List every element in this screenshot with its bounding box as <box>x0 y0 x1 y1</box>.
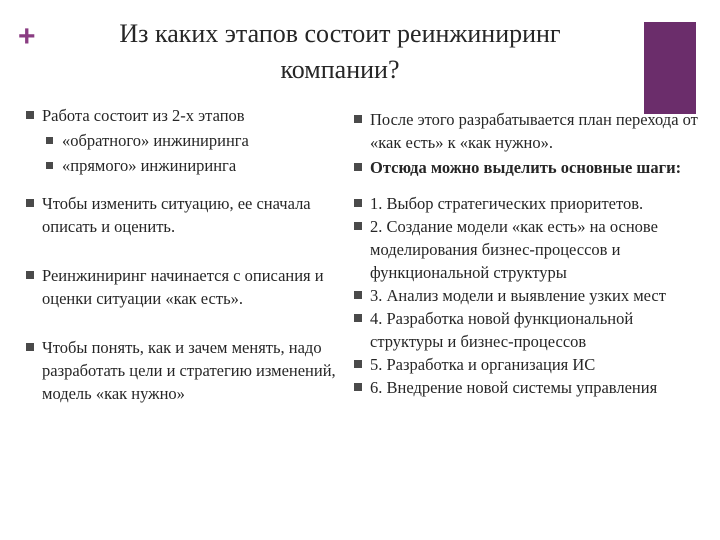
bullet-square-icon <box>354 163 362 171</box>
bullet-text: Работа состоит из 2-х этапов <box>42 106 245 125</box>
bullet-text: Чтобы понять, как и зачем менять, надо разработать цели и стратегию изменений, модель «как нужно» <box>42 338 336 403</box>
bullet-text: Реинжиниринг начинается с описания и оценки ситуации «как есть». <box>42 266 324 308</box>
step-item <box>354 307 699 353</box>
bullet-text: После этого разрабатывается план перехода от «как есть» к «как нужно». <box>370 110 698 152</box>
accent-bar <box>644 22 696 114</box>
bullet-square-icon <box>354 291 362 299</box>
step-text: 2. Создание модели «как есть» на основе моделирования бизнес-процессов и функциональной структуры <box>370 217 658 282</box>
step-text: 4. Разработка новой функциональной структуры и бизнес-процессов <box>370 309 634 351</box>
step-text: 1. Выбор стратегических приоритетов. <box>370 194 644 213</box>
bullet-square-icon <box>354 115 362 123</box>
bullet-item <box>26 336 346 405</box>
step-item <box>354 215 699 284</box>
step-item <box>354 376 699 399</box>
step-item <box>354 192 699 215</box>
bullet-text: «обратного» инжиниринга <box>62 131 249 150</box>
bullet-square-icon <box>354 383 362 391</box>
bullet-square-icon <box>354 314 362 322</box>
bullet-square-icon <box>26 111 34 119</box>
slide-title <box>80 16 600 88</box>
bullet-square-icon <box>354 222 362 230</box>
plus-mark: + <box>18 20 36 53</box>
bullet-item <box>354 156 699 179</box>
step-text: 5. Разработка и организация ИС <box>370 355 596 374</box>
bullet-square-icon <box>354 199 362 207</box>
bullet-item <box>354 108 699 154</box>
bullet-text: Чтобы изменить ситуацию, ее сначала описать и оценить. <box>42 194 311 236</box>
step-text: 3. Анализ модели и выявление узких мест <box>370 286 666 305</box>
left-column <box>26 104 346 405</box>
bullet-item <box>26 264 346 310</box>
bullet-item <box>26 192 346 238</box>
bullet-square-icon <box>26 199 34 207</box>
bullet-square-icon <box>46 162 53 169</box>
bullet-square-icon <box>26 271 34 279</box>
right-column <box>354 108 699 399</box>
step-text: 6. Внедрение новой системы управления <box>370 378 658 397</box>
bullet-text: «прямого» инжиниринга <box>62 156 237 175</box>
title-line-1: Из каких этапов состоит реинжиниринг <box>119 19 561 48</box>
bullet-item <box>26 104 346 127</box>
title-line-2: компании? <box>280 55 400 84</box>
bullet-text: Отсюда можно выделить основные шаги: <box>370 158 682 177</box>
bullet-square-icon <box>26 343 34 351</box>
sub-bullet-item <box>26 154 346 177</box>
step-item <box>354 284 699 307</box>
step-item <box>354 353 699 376</box>
sub-bullet-item <box>26 129 346 152</box>
bullet-square-icon <box>354 360 362 368</box>
bullet-square-icon <box>46 137 53 144</box>
